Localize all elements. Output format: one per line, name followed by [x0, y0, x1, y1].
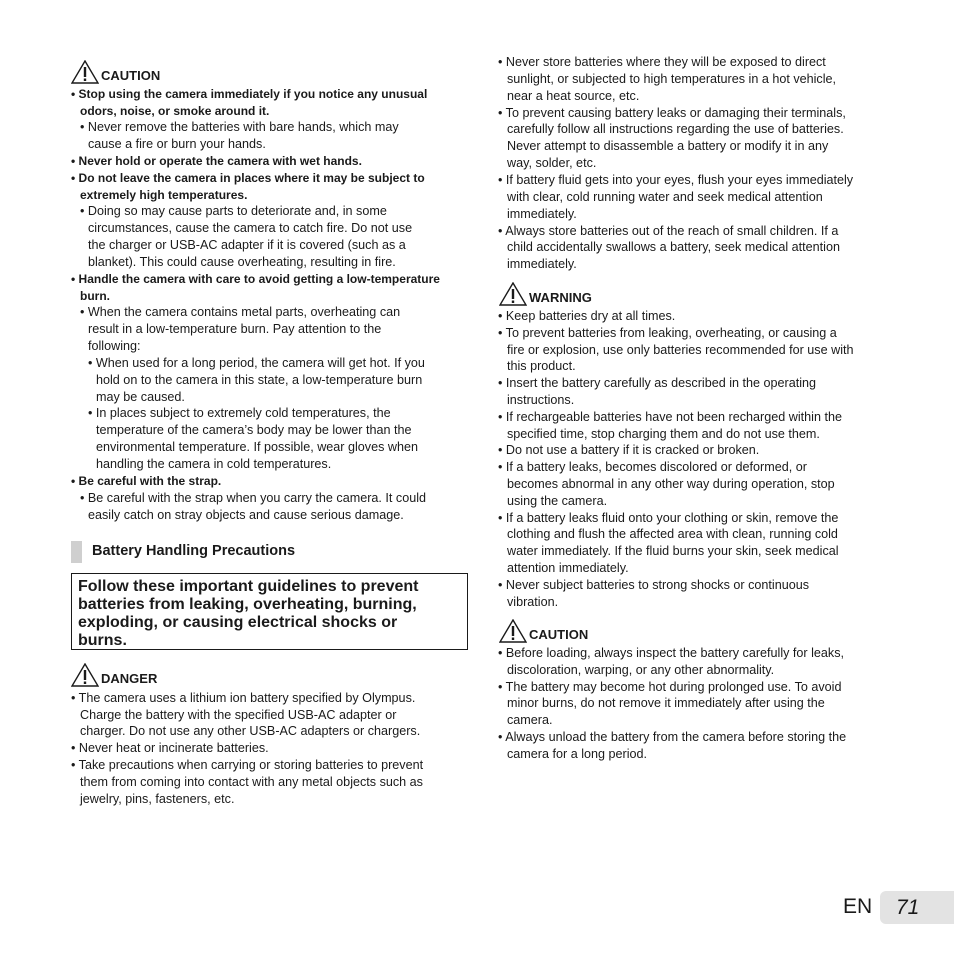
text-line: • The camera uses a lithium ion battery specified by Olympus. — [71, 691, 416, 705]
text-line: immediately. — [507, 257, 577, 272]
warning-label: WARNING — [529, 290, 592, 305]
warning-triangle-icon — [499, 619, 527, 643]
text-line: • Be careful with the strap. — [71, 474, 222, 488]
warning-triangle-icon — [499, 282, 527, 306]
text-line: • Do not use a battery if it is cracked or broken. — [498, 443, 760, 458]
text-line: • Always unload the battery from the camera before storing the — [498, 730, 847, 744]
text-line: • Doing so may cause parts to deteriorate and, in some — [80, 204, 387, 218]
text-line: temperature of the camera’s body may be lower than the — [96, 423, 412, 437]
text-line: • Keep batteries dry at all times. — [498, 309, 676, 323]
text-line: extremely high temperatures. — [80, 188, 248, 202]
text-line: near a heat source, etc. — [507, 88, 640, 103]
text-line: • To prevent causing battery leaks or damaging their terminals, — [498, 105, 846, 120]
text-line: cause a fire or burn your hands. — [88, 137, 266, 151]
text-line: hold on to the camera in this state, a low-temperature burn — [96, 373, 423, 387]
guideline-box — [71, 573, 468, 650]
text-line: specified time, stop charging them and do not use them. — [507, 426, 820, 441]
text-line: camera for a long period. — [507, 746, 648, 761]
text-line: following: — [88, 339, 141, 353]
text-line: immediately. — [507, 206, 577, 221]
text-line: easily catch on stray objects and cause serious damage. — [88, 508, 404, 522]
text-line: handling the camera in cold temperatures. — [96, 457, 332, 471]
text-line: sunlight, or subjected to high temperatures in a hot vehicle, — [507, 71, 837, 86]
text-line: child accidentally swallows a battery, seek medical attention — [507, 240, 840, 255]
text-line: them from coming into contact with any metal objects such as — [80, 775, 423, 789]
text-line: environmental temperature. If possible, wear gloves when — [96, 440, 419, 454]
warning-triangle-icon — [71, 663, 99, 687]
text-line: charger. Do not use any other USB-AC adapters or chargers. — [80, 724, 421, 738]
text-line: instructions. — [507, 393, 575, 407]
text-line: • The battery may become hot during prolonged use. To avoid — [498, 679, 842, 694]
text-line: fire or explosion, use only batteries recommended for use with — [507, 342, 854, 357]
section-title: Battery Handling Precautions — [92, 543, 296, 559]
text-line: • If a battery leaks fluid onto your clothing or skin, remove the — [498, 510, 839, 525]
text-line: carefully follow all instructions regarding the use of batteries. — [507, 122, 844, 137]
guideline-line: burns. — [78, 632, 127, 649]
text-line: Charge the battery with the specified USB-AC adapter or — [80, 708, 397, 722]
caution-label-right: CAUTION — [529, 627, 589, 642]
warning-triangle-icon — [71, 60, 99, 84]
text-line: jewelry, pins, fasteners, etc. — [80, 792, 235, 806]
language-label: EN — [843, 895, 873, 918]
page-number-tab — [880, 891, 954, 924]
guideline-line: batteries from leaking, overheating, burning, — [78, 596, 417, 613]
text-line: • To prevent batteries from leaking, overheating, or causing a — [498, 325, 837, 340]
text-line: • When used for a long period, the camera will get hot. If you — [88, 356, 425, 370]
text-line: Never attempt to disassemble a battery or modify it in any — [507, 139, 829, 154]
text-line: water immediately. If the fluid burns your skin, seek medical — [507, 544, 839, 559]
text-line: • Never heat or incinerate batteries. — [71, 741, 269, 755]
text-line: camera. — [507, 713, 553, 728]
text-line: this product. — [507, 359, 576, 374]
text-line: • Take precautions when carrying or storing batteries to prevent — [71, 758, 424, 772]
text-line: • Never remove the batteries with bare hands, which may — [80, 120, 399, 134]
text-line: way, solder, etc. — [507, 156, 597, 171]
text-line: becomes abnormal in any other way during operation, stop — [507, 477, 835, 491]
section-marker — [71, 541, 82, 563]
text-line: vibration. — [507, 594, 559, 609]
text-line: blanket). This could cause overheating, resulting in fire. — [88, 255, 396, 269]
text-line: • Do not leave the camera in places where it may be subject to — [71, 171, 425, 185]
text-line: • Stop using the camera immediately if you notice any unusual — [71, 87, 428, 101]
text-line: clothing and flush the affected area with clean, running cold — [507, 527, 838, 542]
text-line: • If rechargeable batteries have not been recharged within the — [498, 409, 842, 424]
text-line: • Before loading, always inspect the battery carefully for leaks, — [498, 646, 845, 660]
text-line: minor burns, do not remove it immediately after using the — [507, 696, 825, 711]
text-line: • If battery fluid gets into your eyes, flush your eyes immediately — [498, 172, 854, 187]
text-line: • Never store batteries where they will be exposed to direct — [498, 55, 826, 69]
guideline-line: Follow these important guidelines to prevent — [78, 578, 419, 595]
text-line: may be caused. — [96, 390, 185, 404]
text-line: • If a battery leaks, becomes discolored or deformed, or — [498, 460, 807, 475]
text-line: • Never subject batteries to strong shocks or continuous — [498, 577, 810, 592]
text-line: circumstances, cause the camera to catch fire. Do not use — [88, 221, 413, 235]
text-line: attention immediately. — [507, 561, 629, 575]
text-line: result in a low-temperature burn. Pay attention to the — [88, 322, 382, 336]
text-line: • When the camera contains metal parts, overheating can — [80, 305, 401, 319]
danger-label: DANGER — [101, 671, 158, 686]
text-line: • Be careful with the strap when you carry the camera. It could — [80, 491, 427, 505]
guideline-line: exploding, or causing electrical shocks or — [78, 614, 398, 631]
text-line: • Always store batteries out of the reach of small children. If a — [498, 223, 839, 238]
text-line: • Insert the battery carefully as described in the operating — [498, 376, 817, 391]
text-line: discoloration, warping, or any other abnormality. — [507, 662, 775, 677]
text-line: • Handle the camera with care to avoid getting a low-temperature — [71, 272, 440, 286]
page-number: 71 — [896, 896, 920, 919]
text-line: burn. — [80, 289, 110, 303]
text-line: odors, noise, or smoke around it. — [80, 104, 270, 118]
text-line: the charger or USB-AC adapter if it is covered (such as a — [88, 238, 406, 252]
text-line: • Never hold or operate the camera with wet hands. — [71, 154, 362, 168]
text-line: • In places subject to extremely cold temperatures, the — [88, 406, 391, 420]
caution-label: CAUTION — [101, 68, 161, 83]
text-line: using the camera. — [507, 493, 608, 508]
text-line: with clear, cold running water and seek medical attention — [507, 189, 823, 204]
